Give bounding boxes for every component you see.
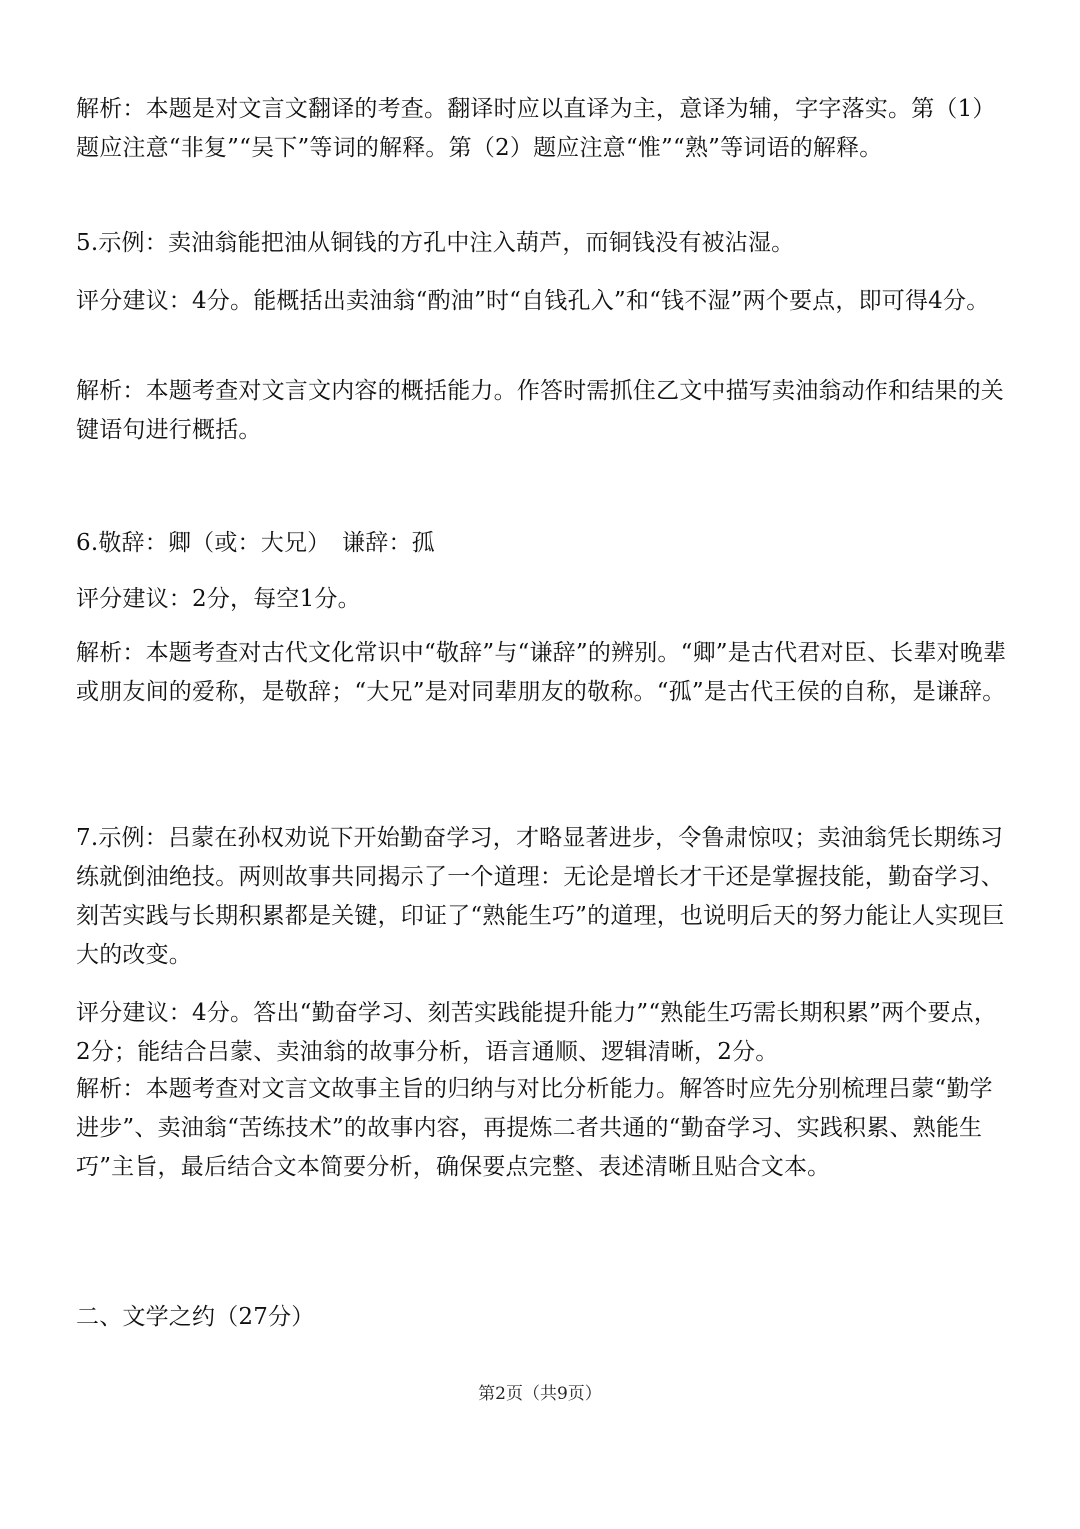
page-footer: 第2页（共9页）: [478, 1384, 602, 1404]
q5-analysis: 解析：本题考查对文言文内容的概括能力。作答时需抓住乙文中描写卖油翁动作和结果的关键语句进行概括。: [76, 378, 1004, 443]
q7-scoring: 评分建议：4分。答出“勤奋学习、刻苦实践能提升能力”“熟能生巧需长期积累”两个要点，2分；能结合吕蒙、卖油翁的故事分析，语言通顺、逻辑清晰，2分。: [76, 1000, 998, 1065]
q7-answer: 7.示例：吕蒙在孙权劝说下开始勤奋学习，才略显著进步，令鲁肃惊叹；卖油翁凭长期练习练就倒油绝技。两则故事共同揭示了一个道理：无论是增长才干还是掌握技能，勤奋学习、刻苦实践与长期积累都是关键，印证了“熟能生巧”的道理，也说明后天的努力能让人实现巨大的改变。: [76, 825, 1005, 968]
q7-analysis: 解析：本题考查对文言文故事主旨的归纳与对比分析能力。解答时应先分别梳理吕蒙“勤学进步”、卖油翁“苦练技术”的故事内容，再提炼二者共通的“勤奋学习、实践积累、熟能生巧”主旨，最后结合文本简要分析，确保要点完整、表述清晰且贴合文本。: [76, 1076, 993, 1180]
q6-scoring: 评分建议：2分，每空1分。: [76, 586, 361, 612]
q6-analysis: 解析：本题考查对古代文化常识中“敬辞”与“谦辞”的辨别。“卿”是古代君对臣、长辈对晚辈或朋友间的爱称，是敬辞；“大兄”是对同辈朋友的敬称。“孤”是古代王侯的自称，是谦辞。: [76, 640, 1007, 705]
section-heading: 二、文学之约（27分）: [76, 1304, 315, 1330]
q5-scoring: 评分建议：4分。能概括出卖油翁“酌油”时“自钱孔入”和“钱不湿”两个要点，即可得4分。: [76, 288, 990, 314]
q6-answer: 6.敬辞：卿（或：大兄） 谦辞：孤: [76, 530, 435, 556]
q5-answer: 5.示例：卖油翁能把油从铜钱的方孔中注入葫芦，而铜钱没有被沾湿。: [76, 230, 795, 256]
q4-analysis: 解析：本题是对文言文翻译的考查。翻译时应以直译为主，意译为辅，字字落实。第（1）题应注意“非复”“吴下”等词的解释。第（2）题应注意“惟”“熟”等词语的解释。: [76, 96, 996, 161]
